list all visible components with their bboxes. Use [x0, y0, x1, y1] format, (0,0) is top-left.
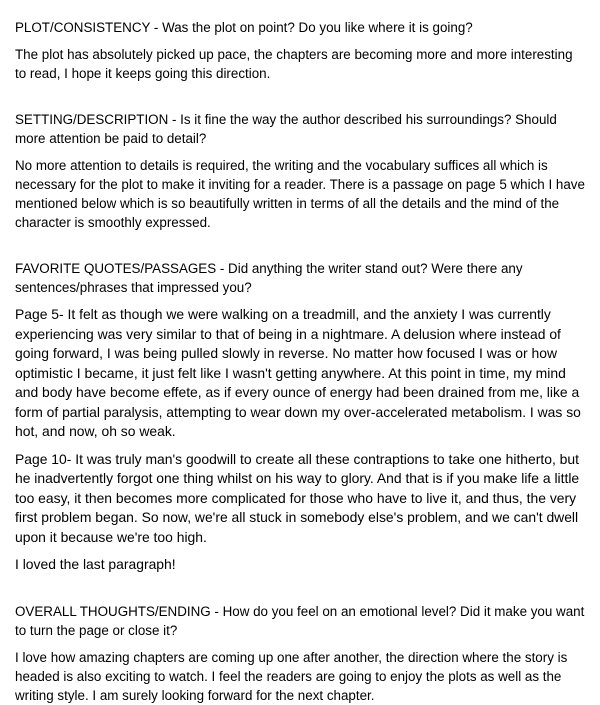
section-heading: OVERALL THOUGHTS/ENDING - How do you feel on an emotional level? Did it make you want to turn the page or close it? [15, 603, 585, 638]
section-overall-thoughts [15, 602, 586, 705]
section-heading: FAVORITE QUOTES/PASSAGES - Did anything the writer stand out? Were there any sentences/phrases that impressed you? [15, 261, 523, 295]
quote-page-5: Page 5- It felt as though we were walking on a treadmill, and the anxiety I was currently experiencing was very similar to that of being in a nightmare. A delusion where instead of going forward, I was being pulled slowly in reverse. No matter how focused I was or how optimistic I became, it just felt like I wasn't getting anywhere. At this point in time, my mind and body have become effete, as if every ounce of energy had been drained from me, like a form of partial paralysis, attempting to wear down my over-accelerated metabolism. I was so hot, and now, oh so weak. [15, 306, 581, 439]
section-setting-description [15, 110, 586, 232]
section-heading: PLOT/CONSISTENCY - Was the plot on point? Do you like where it is going? [15, 20, 473, 35]
quote-comment: I loved the last paragraph! [15, 556, 176, 572]
section-heading: SETTING/DESCRIPTION - Is it fine the way the author described his surroundings? Should more attention be paid to detail? [15, 112, 557, 146]
section-plot-consistency [15, 18, 586, 83]
section-favorite-quotes [15, 259, 586, 575]
section-paragraph: No more attention to details is required, the writing and the vocabulary suffices all which is necessary for the plot to make it inviting for a reader. There is a passage on page 5 which I have mentioned below which is so beautifully written in terms of all the details and the mind of the character is smoothly expressed. [15, 158, 585, 230]
section-paragraph: I love how amazing chapters are coming up one after another, the direction where the story is headed is also exciting to watch. I feel the readers are going to enjoy the plots as well as the writing style. I am surely looking forward for the next chapter. [15, 649, 568, 703]
quote-page-10: Page 10- It was truly man's goodwill to create all these contraptions to take one hitherto, but he inadvertently forgot one thing whilst on his way to glory. And that is if you make life a little too easy, it then becomes more complicated for those who have to live it, and thus, the very first problem began. So now, we're all stuck in somebody else's problem, and we can't dwell upon it because we're too high. [15, 450, 580, 545]
section-paragraph: The plot has absolutely picked up pace, the chapters are becoming more and more interesting to read, I hope it keeps going this direction. [15, 47, 573, 81]
